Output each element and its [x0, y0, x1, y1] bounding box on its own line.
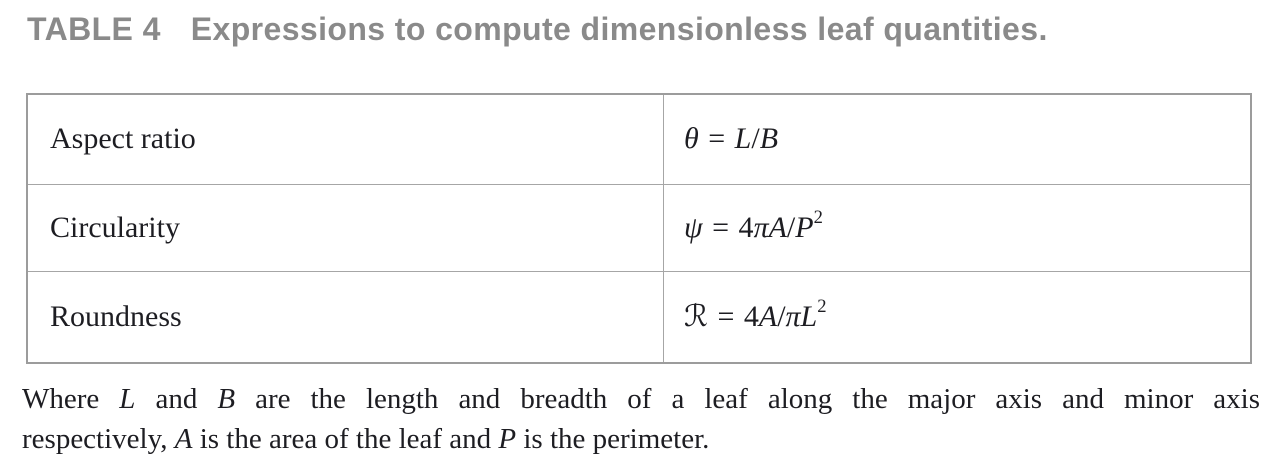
text-segment: ψ	[684, 210, 703, 244]
formula-roundness	[684, 296, 827, 335]
quantity-formula-cell	[664, 271, 1252, 363]
text-segment: and	[135, 383, 218, 415]
text-segment: L	[119, 383, 136, 415]
text-segment: /	[786, 210, 796, 244]
footnote-line-1	[22, 379, 1260, 419]
table-row-roundness	[27, 271, 1251, 363]
text-segment: =	[698, 122, 735, 156]
quantity-name-cell: Aspect ratio	[27, 94, 664, 184]
text-segment: 2	[813, 206, 823, 228]
text-segment: A	[758, 300, 778, 334]
table-number-label: TABLE 4	[27, 11, 161, 47]
text-segment: P	[498, 423, 517, 455]
formula-aspect-ratio	[684, 122, 778, 155]
text-segment: πA	[753, 210, 787, 244]
text-segment: is the perimeter.	[516, 423, 710, 455]
text-segment: is the area of the leaf and	[192, 423, 499, 455]
text-segment: /	[751, 122, 760, 156]
text-segment: B	[759, 122, 779, 156]
text-segment: θ	[684, 122, 699, 156]
text-segment: B	[217, 383, 236, 415]
text-segment: /	[777, 300, 786, 334]
text-segment: πL	[785, 300, 818, 334]
text-segment: A	[174, 423, 193, 455]
text-segment: L	[734, 122, 752, 156]
quantity-name-cell: Circularity	[27, 184, 664, 271]
table-body	[27, 94, 1251, 363]
text-segment: are the length and breadth of a leaf along the major axis and minor axis	[235, 383, 1260, 415]
table-footnote	[22, 379, 1260, 459]
quantity-formula-cell	[664, 184, 1252, 271]
formula-circularity	[684, 206, 823, 244]
text-segment: = 4	[707, 300, 759, 334]
table-row-aspect-ratio	[27, 94, 1251, 184]
text-segment: = 4	[702, 210, 754, 244]
leaf-quantities-table	[26, 93, 1252, 364]
footnote-line-2	[22, 419, 1260, 459]
text-segment: Where	[22, 383, 120, 415]
text-segment: ℛ	[684, 299, 708, 335]
table-caption-text: Expressions to compute dimensionless leaf quantities.	[190, 11, 1048, 47]
table-caption	[27, 11, 1048, 48]
text-segment: P	[795, 210, 814, 244]
quantity-name-cell: Roundness	[27, 271, 664, 363]
text-segment: 2	[817, 296, 827, 318]
table-row-circularity	[27, 184, 1251, 271]
quantity-formula-cell	[664, 94, 1252, 184]
text-segment: respectively,	[22, 423, 175, 455]
